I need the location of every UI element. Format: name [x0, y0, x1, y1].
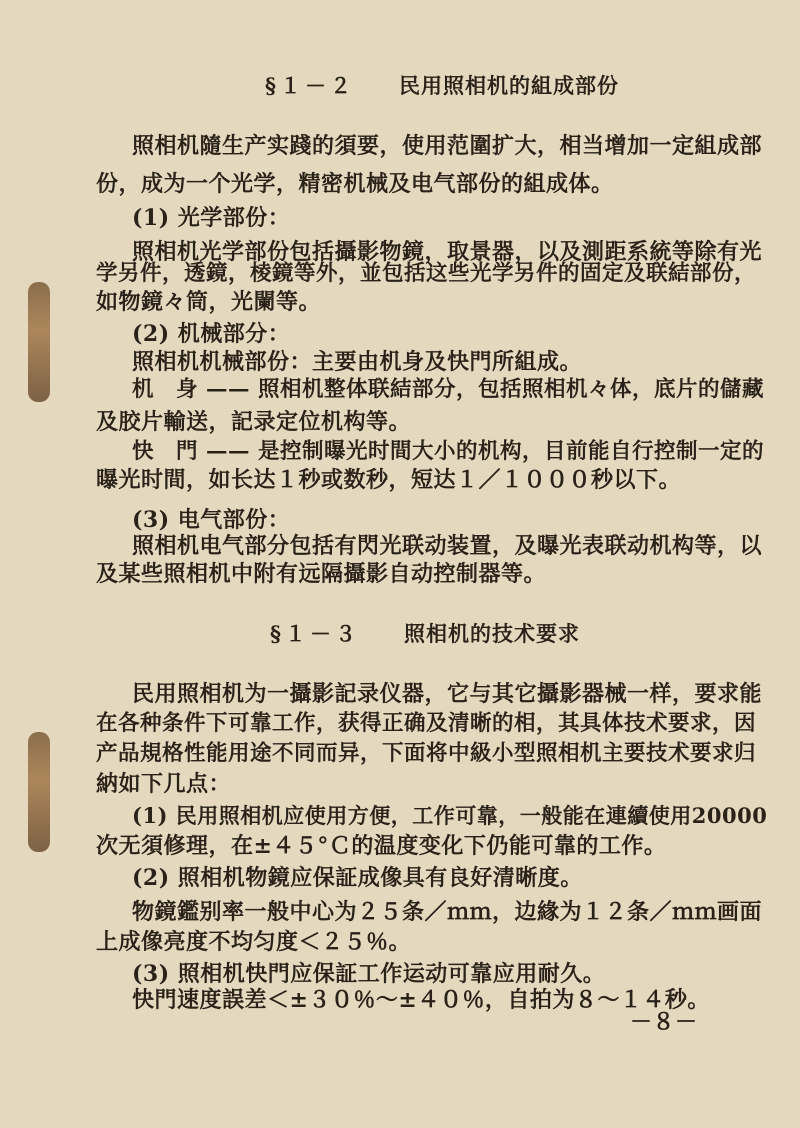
- paragraph-line: 机 身 —— 照相机整体联結部分，包括照相机々体，底片的儲藏: [132, 377, 764, 402]
- paragraph-line: 快 門 —— 是控制曝光时間大小的机构，目前能自行控制一定的: [132, 439, 764, 464]
- paragraph-line: 在各种条件下可靠工作，获得正确及清晰的相，其具体技术要求，因: [96, 711, 757, 736]
- binding-stain-top: [28, 282, 50, 402]
- paragraph-line: 学另件，透鏡，棱鏡等外，並包括这些光学另件的固定及联結部份，: [96, 261, 757, 286]
- paragraph-line: 納如下几点：: [96, 771, 232, 797]
- section-heading: [265, 74, 619, 98]
- subheading: (2) 机械部分：: [132, 321, 291, 347]
- paragraph-line: 照相机电气部分包括有閃光联动装置，及曝光表联动机构等，以: [132, 533, 763, 559]
- paragraph-line: 及某些照相机中附有远隔攝影自动控制器等。: [96, 561, 547, 587]
- section-title: 照相机的技术要求: [403, 621, 580, 646]
- paragraph-line: (3) 照相机快門应保証工作运动可靠应用耐久。: [132, 961, 606, 987]
- paragraph-line: 照相机机械部份：主要由机身及快門所組成。: [132, 349, 583, 375]
- paragraph-line: 及胶片輸送，記录定位机构等。: [96, 409, 412, 435]
- section-title: 民用照相机的組成部份: [398, 73, 619, 98]
- paragraph-line: 次无須修理，在±４５°Ｃ的温度变化下仍能可靠的工作。: [96, 833, 667, 859]
- section-heading: [270, 622, 580, 646]
- subheading: (3) 电气部份：: [132, 507, 291, 533]
- paragraph-line: 民用照相机为一攝影記录仪器，它与其它攝影器械一样，要求能: [132, 681, 763, 707]
- paragraph-line: 份，成为一个光学，精密机械及电气部份的組成体。: [96, 171, 614, 197]
- paragraph-line: 如物鏡々筒，光闌等。: [96, 289, 322, 315]
- paragraph-line: 曝光时間，如长达１秒或数秒，短达１／１０００秒以下。: [96, 467, 682, 493]
- paragraph-line: 物鏡鑑别率一般中心为２５条／ｍｍ，边緣为１２条／ｍｍ画面: [132, 899, 763, 925]
- paragraph-line: 快門速度誤差＜±３０％～±４０％，自拍为８～１４秒。: [132, 987, 710, 1013]
- paragraph-line: (2) 照相机物鏡应保証成像具有良好清晰度。: [132, 865, 583, 891]
- paragraph-line: 照相机光学部份包括攝影物鏡，取景器，以及測距系統等除有光: [132, 239, 763, 265]
- subheading: (1) 光学部份：: [132, 205, 291, 231]
- section-number: §１－３: [270, 621, 360, 646]
- page-number: －８－: [630, 1009, 698, 1035]
- paragraph-line: (1) 民用照相机应使用方便，工作可靠，一般能在連續使用20000: [132, 803, 768, 828]
- section-number: §１－２: [265, 73, 355, 98]
- paragraph-line: 上成像亮度不均匀度＜２５％。: [96, 929, 412, 955]
- paragraph-line: 照相机隨生产实踐的須要，使用范圍扩大，相当增加一定組成部: [132, 133, 763, 159]
- paragraph-line: 产品規格性能用途不同而异，下面将中級小型照相机主要技术要求归: [96, 741, 757, 766]
- binding-stain-bottom: [28, 732, 50, 852]
